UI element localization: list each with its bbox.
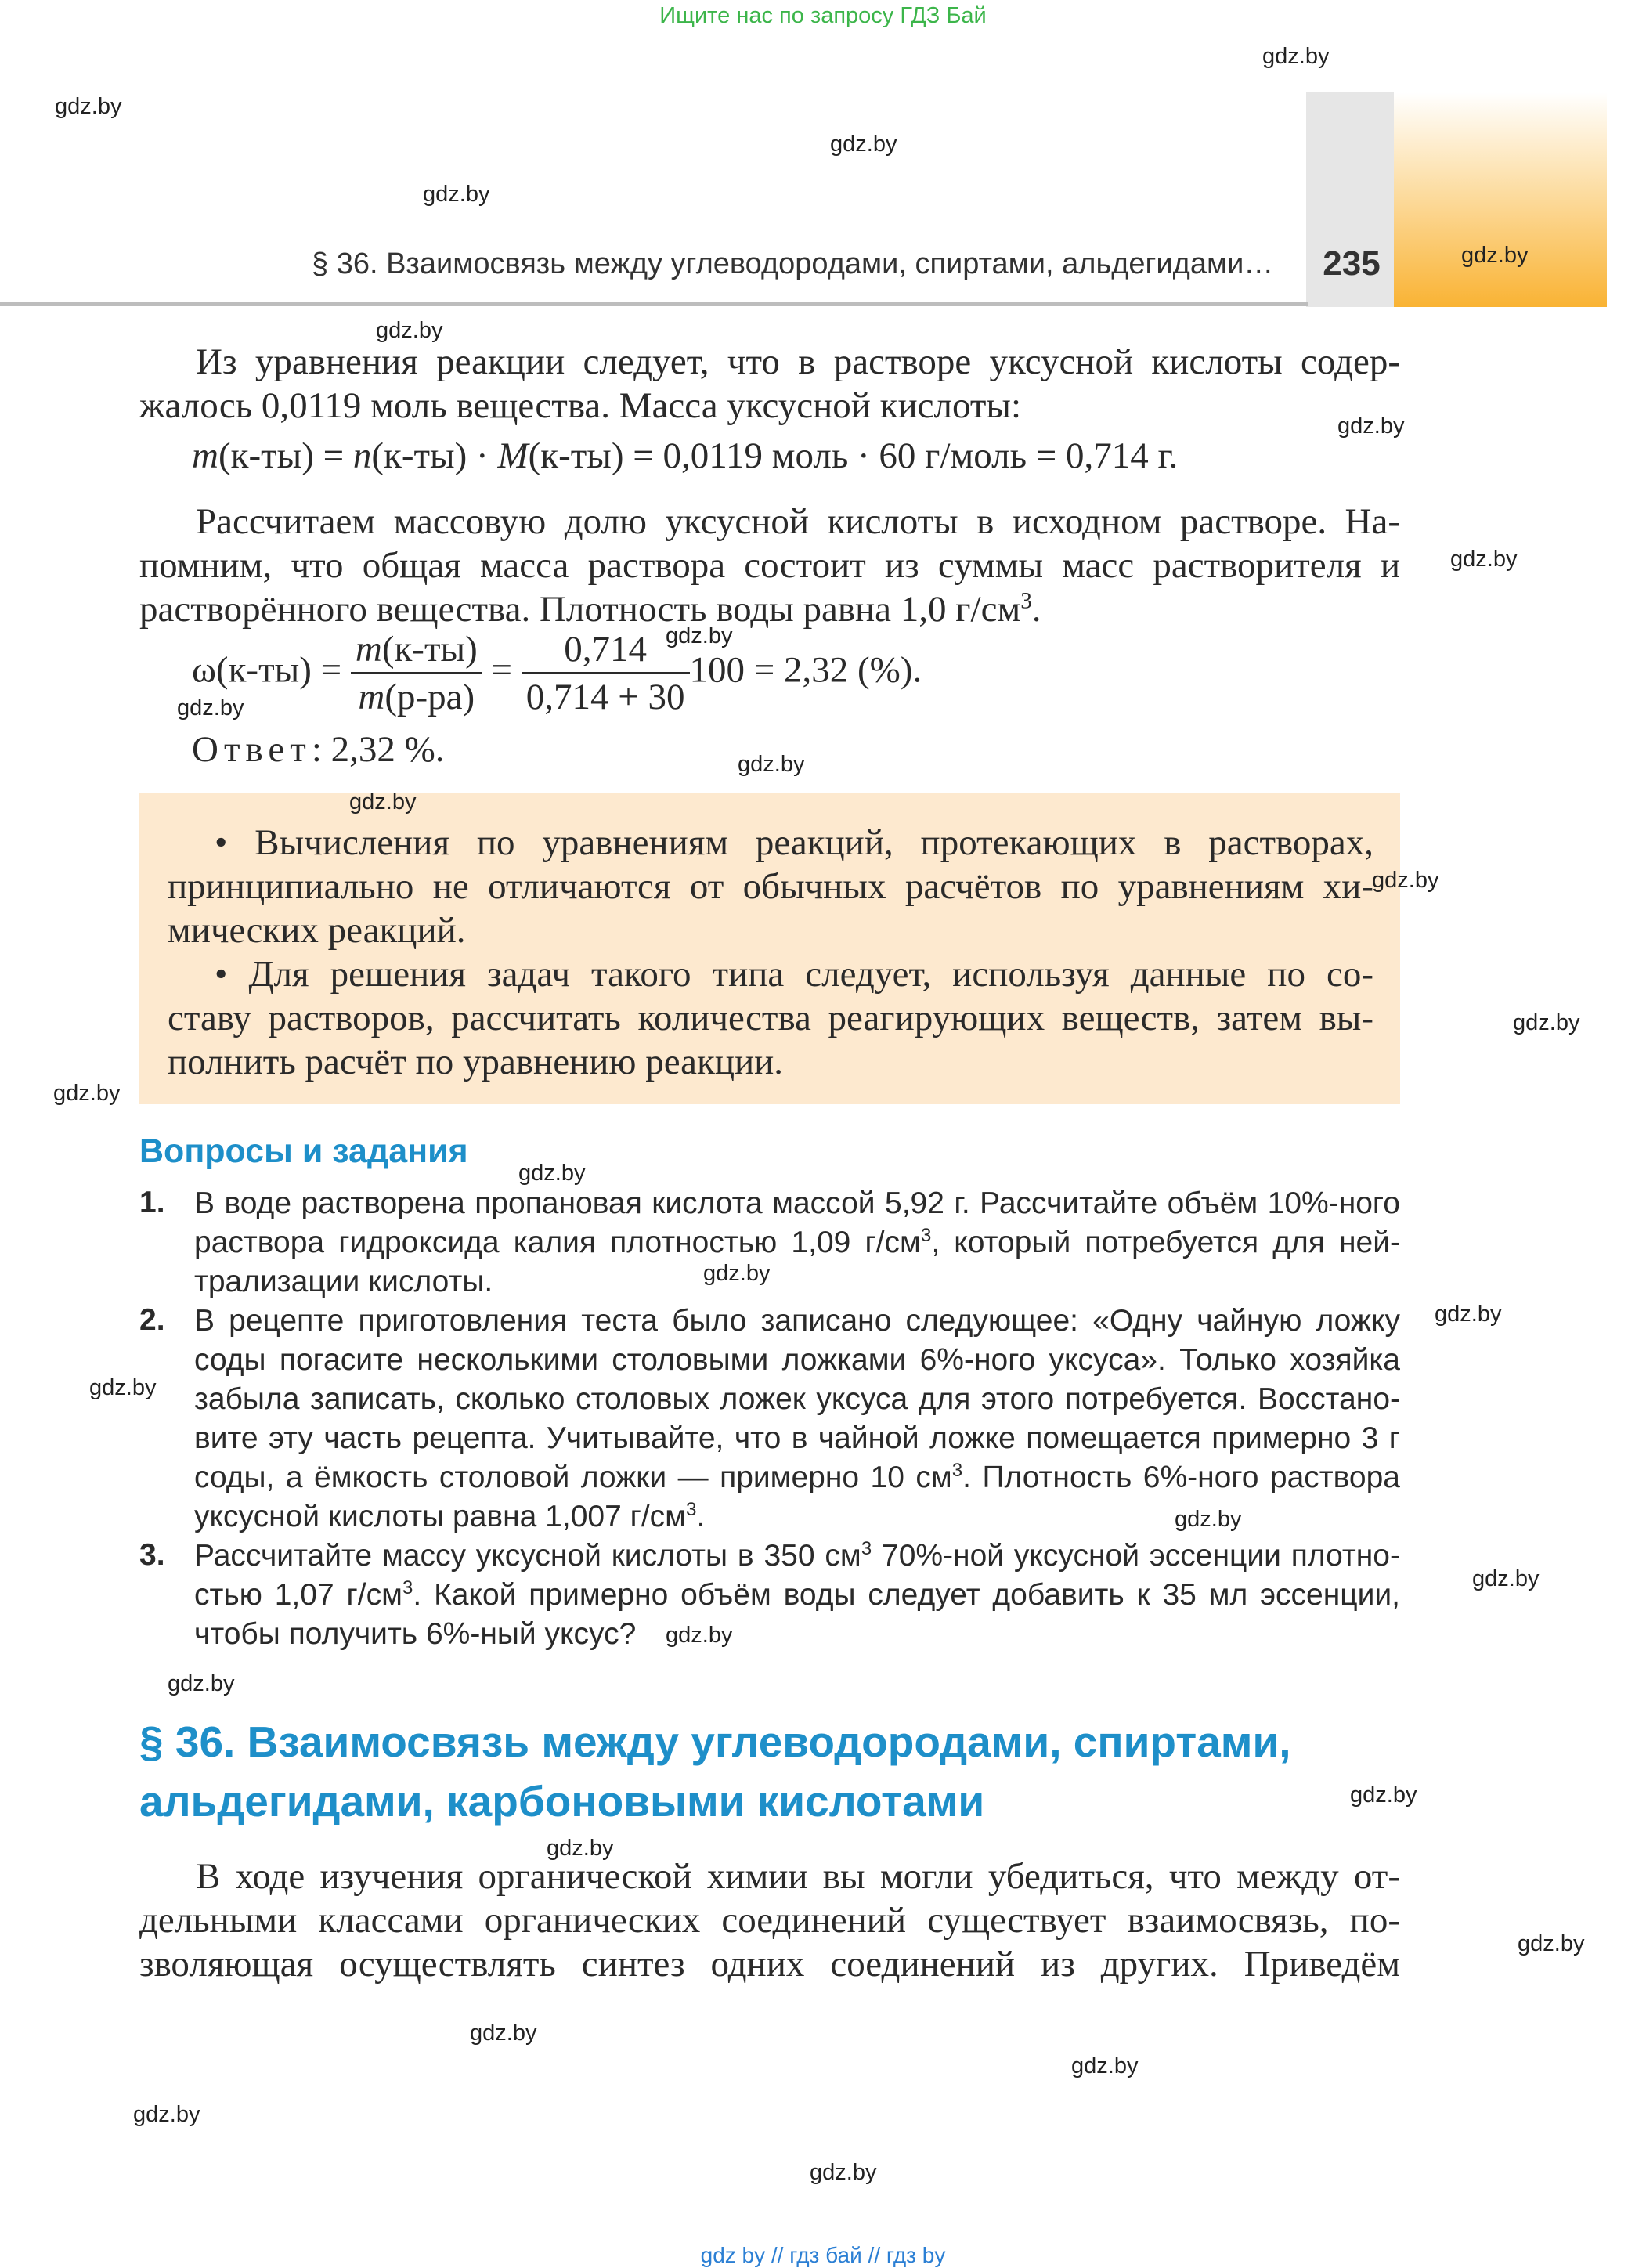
- mass-mid: (к-ты) ·: [371, 435, 498, 476]
- questions-heading: Вопросы и задания: [139, 1132, 468, 1170]
- fraction-1-numerator: m(к-ты): [351, 627, 482, 674]
- question-3-line-2: стью 1,07 $г/см^3$. Какой примерно объём воды следует добавить к 35 мл эссенции,: [194, 1577, 1400, 1612]
- watermark: gdz.by: [810, 2160, 877, 2185]
- watermark: gdz.by: [177, 695, 244, 720]
- question-2-line-3: забыла записать, сколько столовых ложек уксуса для этого потребуется. Восстано-: [194, 1382, 1400, 1416]
- question-3-line-3: чтобы получить 6%-ный уксус?: [194, 1617, 637, 1651]
- answer-label: Ответ: [192, 729, 312, 770]
- question-2-number: 2.: [139, 1303, 165, 1337]
- fraction-1-denominator: m(р-ра): [358, 677, 475, 717]
- calc-line-1: Рассчитаем массовую долю уксусной кислоты в исходном растворе. На-: [196, 501, 1400, 542]
- watermark: gdz.by: [470, 2021, 537, 2046]
- watermark: gdz.by: [349, 789, 417, 814]
- question-1-line-3: трализации кислоты.: [194, 1265, 493, 1298]
- watermark: gdz.by: [1262, 44, 1330, 69]
- calc-line-2: помним, что общая масса раствора состоит из суммы масс растворителя и: [139, 545, 1400, 586]
- watermark: gdz.by: [133, 2102, 200, 2127]
- question-2-line-2: соды погасите несколькими столовыми ложками 6%-ного уксуса». Только хозяйка: [194, 1343, 1400, 1377]
- watermark: gdz.by: [518, 1161, 586, 1186]
- fraction-2-denominator: 0,714 + 30: [525, 677, 685, 717]
- calc-line-3: [139, 587, 1400, 631]
- watermark: gdz.by: [1435, 1302, 1502, 1327]
- watermark: gdz.by: [547, 1836, 614, 1861]
- watermark: gdz.by: [830, 132, 897, 157]
- question-2-line-1: В рецепте приготовления теста было записано следующее: «Одну чайную ложку: [194, 1304, 1400, 1338]
- calc-line-3-text: растворённого вещества. Плотность воды равна 1,0 г/см: [139, 589, 1021, 630]
- summary-2-line-3: полнить расчёт по уравнению реакции.: [168, 1042, 784, 1082]
- section-title-line-1: § 36. Взаимосвязь между углеводородами, спиртами,: [139, 1717, 1291, 1766]
- summary-2-line-1: • Для решения задач такого типа следует, используя данные по со-: [215, 954, 1373, 995]
- fraction-equals: =: [482, 649, 522, 691]
- question-3-line-1: Рассчитайте массу уксусной кислоты в 350 $см^3$ 70%-ной уксусной эссенции плотно-: [194, 1538, 1400, 1573]
- question-1-number: 1.: [139, 1186, 165, 1219]
- fraction-2-numerator: 0,714: [522, 627, 690, 674]
- fraction-2: [522, 627, 690, 720]
- section-para-line-1: В ходе изучения органической химии вы могли убедиться, что между от-: [196, 1856, 1400, 1897]
- question-1-line-1: В воде растворена пропановая кислота массой 5,92 г. Рассчитайте объём 10%-ного: [194, 1186, 1400, 1220]
- watermark: gdz.by: [376, 318, 443, 343]
- section-para-line-3: зволяющая осуществлять синтез одних соединений из других. Приведём: [139, 1944, 1400, 1984]
- watermark: gdz.by: [89, 1375, 157, 1400]
- question-2-line-5: соды, а ёмкость столовой ложки — примерно 10 $см^3$. Плотность 6%-ного раствора: [194, 1460, 1400, 1494]
- watermark: gdz.by: [1461, 243, 1529, 268]
- question-3-number: 3.: [139, 1538, 165, 1572]
- watermark: gdz.by: [55, 94, 122, 119]
- watermark: gdz.by: [1372, 868, 1439, 893]
- intro-line-1: Из уравнения реакции следует, что в растворе уксусной кислоты содер-: [196, 341, 1400, 382]
- summary-1-line-3: мических реакций.: [168, 910, 466, 951]
- calc-superscript: 3: [1020, 588, 1032, 614]
- watermark: gdz.by: [703, 1261, 771, 1286]
- watermark: gdz.by: [1472, 1566, 1540, 1591]
- mass-lhs: (к-ты) =: [218, 435, 353, 476]
- watermark: gdz.by: [423, 182, 490, 207]
- calc-line-3-end: .: [1031, 589, 1041, 630]
- top-banner: Ищите нас по запросу ГДЗ Бай: [659, 3, 987, 28]
- watermark: gdz.by: [1175, 1507, 1242, 1532]
- question-2-line-6: уксусной кислоты равна 1,007 $г/см^3$.: [194, 1499, 706, 1533]
- watermark: gdz.by: [1518, 1931, 1585, 1956]
- answer: [192, 728, 445, 771]
- watermark: gdz.by: [1513, 1010, 1580, 1035]
- fraction-result: 100 = 2,32 (%).: [689, 649, 922, 691]
- header-rule: [0, 302, 1308, 306]
- running-title: § 36. Взаимосвязь между углеводородами, спиртами, альдегидами…: [312, 247, 1274, 280]
- fraction-1: [351, 627, 482, 720]
- watermark: gdz.by: [738, 752, 805, 777]
- summary-1-line-1: • Вычисления по уравнениям реакций, протекающих в растворах,: [215, 822, 1373, 863]
- mass-result: (к-ты) = 0,0119 моль · 60 г/моль = 0,714 г.: [528, 435, 1179, 476]
- molar-mass-symbol: M: [497, 435, 529, 476]
- mass-symbol: m: [192, 435, 218, 476]
- amount-symbol: n: [352, 435, 372, 476]
- page-number: 235: [1323, 244, 1381, 283]
- watermark: gdz.by: [1337, 414, 1405, 439]
- section-para-line-2: дельными классами органических соединений существует взаимосвязь, по-: [139, 1900, 1400, 1941]
- section-title-line-2: альдегидами, карбоновыми кислотами: [139, 1777, 985, 1826]
- footer-links[interactable]: gdz by // гдз бай // гдз by: [700, 2243, 946, 2267]
- watermark: gdz.by: [666, 1623, 733, 1648]
- question-1-line-2: раствора гидроксида калия плотностью 1,09 $г/см^3$, который потребуется для ней-: [194, 1225, 1400, 1259]
- watermark: gdz.by: [1350, 1782, 1417, 1808]
- mass-fraction-formula: [192, 627, 922, 720]
- question-2-line-4: вите эту часть рецепта. Учитывайте, что в чайной ложке помещается примерно 3 г: [194, 1421, 1400, 1455]
- watermark: gdz.by: [1071, 2053, 1139, 2078]
- mass-formula: [192, 435, 1178, 477]
- fraction-lhs: ω(к-ты) =: [192, 649, 351, 691]
- summary-1-line-2: принципиально не отличаются от обычных расчётов по уравнениям хи-: [168, 866, 1373, 907]
- intro-line-2: жалось 0,0119 моль вещества. Масса уксусной кислоты:: [139, 385, 1022, 426]
- summary-2-line-2: ставу растворов, рассчитать количества реагирующих веществ, затем вы-: [168, 998, 1373, 1038]
- watermark: gdz.by: [168, 1671, 235, 1696]
- watermark: gdz.by: [1450, 547, 1518, 572]
- watermark: gdz.by: [666, 623, 733, 648]
- chapter-color-tab: [1394, 92, 1607, 307]
- watermark: gdz.by: [53, 1081, 121, 1106]
- answer-value: : 2,32 %.: [311, 729, 445, 770]
